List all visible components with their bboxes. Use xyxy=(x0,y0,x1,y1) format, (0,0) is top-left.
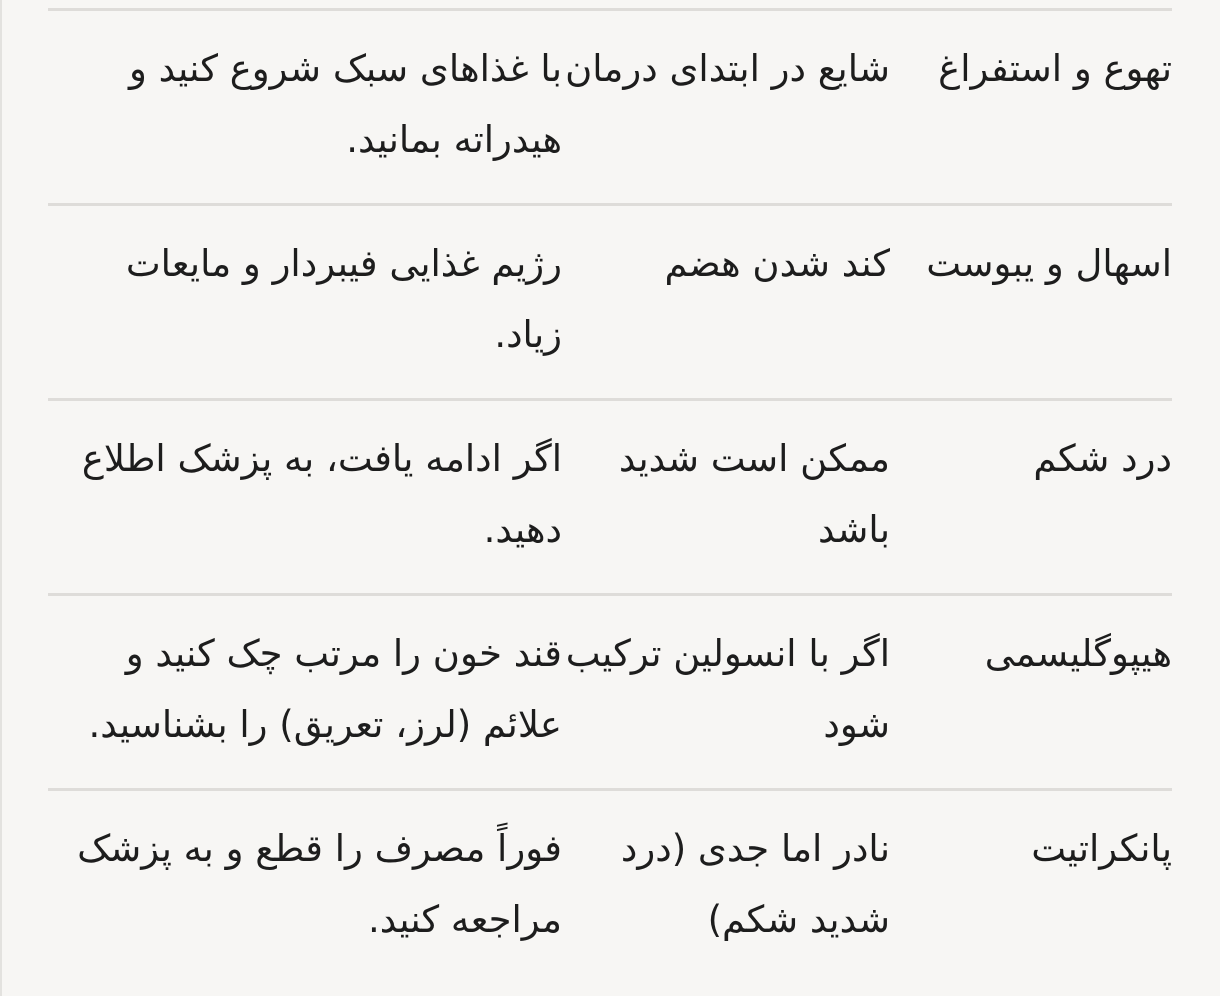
side-effect-cell: پانکراتیت xyxy=(1031,827,1172,870)
side-effect-cell: اسهال و یبوست xyxy=(926,242,1172,285)
side-effect-cell: تهوع و استفراغ xyxy=(938,47,1172,90)
advice-cell: با غذاهای سبک شروع کنید و هیدراته بمانید. xyxy=(128,47,562,161)
frequency-note-cell: نادر اما جدی (درد شدید شکم) xyxy=(620,827,890,941)
table-row xyxy=(48,400,1172,595)
frequency-note-cell: ممکن است شدید باشد xyxy=(618,437,890,551)
side-effects-table-container xyxy=(48,8,1172,985)
advice-cell: رژیم غذایی فیبردار و مایعات زیاد. xyxy=(125,242,562,356)
side-effect-cell: هیپوگلیسمی xyxy=(984,632,1172,675)
advice-cell: فوراً مصرف را قطع و به پزشک مراجعه کنید. xyxy=(77,827,562,941)
advice-cell: اگر ادامه یافت، به پزشک اطلاع دهید. xyxy=(81,437,562,551)
advice-cell: قند خون را مرتب چک کنید و علائم (لرز، تعریق) را بشناسید. xyxy=(88,632,562,746)
frequency-note-cell: کند شدن هضم xyxy=(664,242,890,285)
side-effects-table xyxy=(48,8,1172,985)
table-row xyxy=(48,10,1172,205)
table-row xyxy=(48,595,1172,790)
table-row xyxy=(48,205,1172,400)
frequency-note-cell: اگر با انسولین ترکیب شود xyxy=(565,632,890,746)
side-effect-cell: درد شکم xyxy=(1033,437,1172,480)
frequency-note-cell: شایع در ابتدای درمان xyxy=(565,47,890,90)
table-row xyxy=(48,790,1172,985)
page-left-border xyxy=(0,0,2,996)
